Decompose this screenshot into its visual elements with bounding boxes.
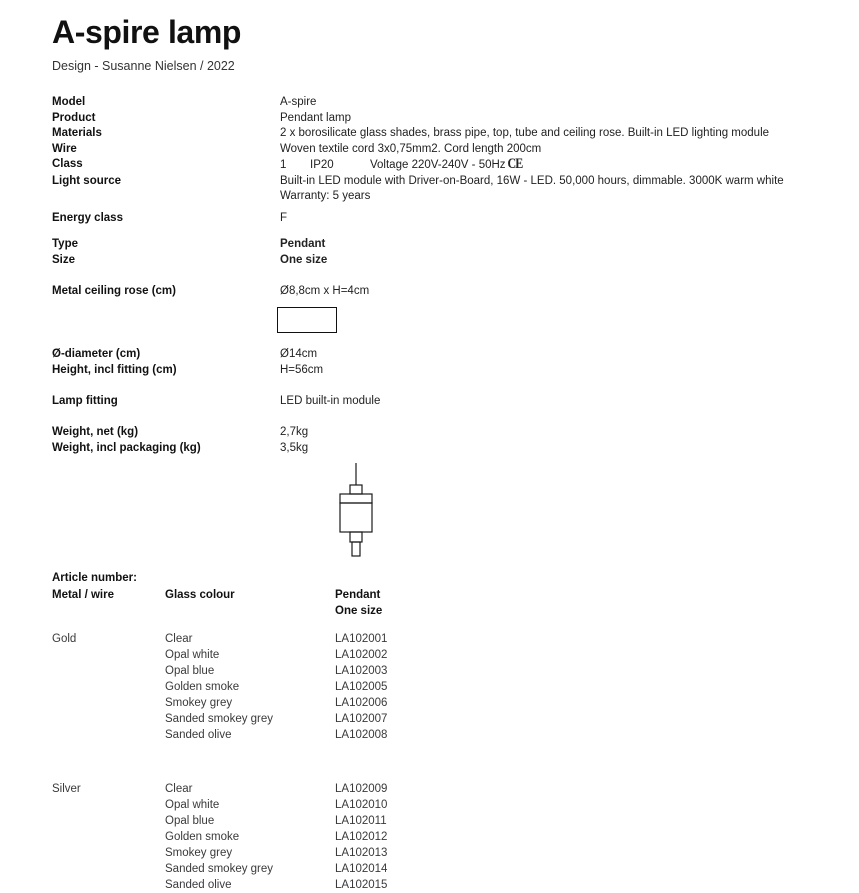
spec-label: Model xyxy=(52,96,86,108)
spec-row-weight-net xyxy=(52,425,842,441)
specs-type-size xyxy=(52,237,842,268)
specs-ceiling-rose xyxy=(52,284,842,300)
spec-value: 3,5kg xyxy=(280,441,309,454)
page-title: A-spire lamp xyxy=(52,14,242,50)
article-code: LA102002 xyxy=(335,648,388,661)
spec-value: Ø14cm xyxy=(280,348,318,360)
metal-name: Gold xyxy=(52,632,77,645)
table-row xyxy=(52,679,752,695)
column-header-glass: Glass colour xyxy=(165,588,235,601)
table-row xyxy=(52,631,752,647)
specs-lamp-fitting xyxy=(52,394,842,410)
spec-label: Type xyxy=(52,238,78,250)
spec-label: Materials xyxy=(52,127,102,139)
specs-primary xyxy=(52,95,842,226)
colour-swatch[interactable] xyxy=(277,307,337,333)
spec-row-materials xyxy=(52,126,842,142)
article-code: LA102006 xyxy=(335,696,388,709)
spacer xyxy=(52,743,752,781)
table-row xyxy=(52,663,752,679)
table-row xyxy=(52,727,752,743)
spec-row-type xyxy=(52,237,842,253)
spec-value: Pendant lamp xyxy=(280,111,351,124)
glass-colour: Opal white xyxy=(165,648,220,661)
spec-label: Lamp fitting xyxy=(52,395,118,407)
table-row xyxy=(52,695,752,711)
glass-colour: Sanded smokey grey xyxy=(165,712,274,725)
article-code: LA102007 xyxy=(335,712,388,725)
specs-dimensions xyxy=(52,347,842,378)
article-subheader-row xyxy=(52,603,752,619)
light-source-line1: Built-in LED module with Driver-on-Board, 16W - LED. 50,000 hours, dimmable. 3000K warm white xyxy=(280,174,784,187)
glass-colour: Golden smoke xyxy=(165,830,240,843)
spec-row-height xyxy=(52,363,842,379)
table-row xyxy=(52,845,752,861)
spec-label: Metal ceiling rose (cm) xyxy=(52,285,176,297)
spec-row-model xyxy=(52,95,842,111)
spec-value: LED built-in module xyxy=(280,395,381,407)
spec-value: Woven textile cord 3x0,75mm2. Cord length 200cm xyxy=(280,142,542,155)
ip-rating: IP20 xyxy=(310,159,334,171)
spec-row-diameter xyxy=(52,347,842,363)
spec-row-size xyxy=(52,253,842,269)
article-code: LA102010 xyxy=(335,798,388,811)
glass-colour: Sanded olive xyxy=(165,878,232,891)
table-row xyxy=(52,781,752,797)
table-row xyxy=(52,861,752,877)
glass-colour: Opal blue xyxy=(165,814,215,827)
spec-value: 2 x borosilicate glass shades, brass pipe, top, tube and ceiling rose. Built-in LED lighting module xyxy=(280,127,770,139)
spec-value: F xyxy=(280,211,288,224)
column-header-size: One size xyxy=(335,604,383,617)
spec-label: Class xyxy=(52,158,83,170)
spec-label: Weight, incl packaging (kg) xyxy=(52,441,201,454)
article-header-row xyxy=(52,587,752,603)
spec-label: Ø-diameter (cm) xyxy=(52,348,141,360)
spec-label: Size xyxy=(52,253,76,266)
spec-value: 2,7kg xyxy=(280,426,309,438)
spec-row-product xyxy=(52,111,842,127)
class-value: 1 xyxy=(280,159,287,171)
spec-row-wire xyxy=(52,142,842,158)
article-code: LA102012 xyxy=(335,830,388,843)
glass-colour: Smokey grey xyxy=(165,696,233,709)
designer-credit: Design - Susanne Nielsen / 2022 xyxy=(52,59,235,73)
spec-row-ceiling-rose xyxy=(52,284,842,300)
glass-colour: Clear xyxy=(165,632,193,645)
glass-colour: Opal blue xyxy=(165,664,215,677)
table-row xyxy=(52,711,752,727)
spec-value: One size xyxy=(280,253,328,266)
table-row xyxy=(52,877,752,893)
glass-colour: Opal white xyxy=(165,798,220,811)
spec-label: Weight, net (kg) xyxy=(52,426,139,438)
article-code: LA102003 xyxy=(335,664,388,677)
spec-row-class xyxy=(52,154,842,174)
voltage-value: Voltage 220V-240V - 50Hz xyxy=(370,159,506,171)
spec-label: Height, incl fitting (cm) xyxy=(52,363,177,376)
article-code: LA102015 xyxy=(335,878,388,891)
table-row xyxy=(52,813,752,829)
table-row xyxy=(52,647,752,663)
spec-value: A-spire xyxy=(280,96,317,108)
article-code: LA102014 xyxy=(335,862,388,875)
spec-label: Light source xyxy=(52,174,122,187)
spec-row-light-source xyxy=(52,174,842,205)
glass-colour: Golden smoke xyxy=(165,680,240,693)
article-code: LA102001 xyxy=(335,632,388,645)
spec-value: Ø8,8cm x H=4cm xyxy=(280,285,370,297)
article-heading: Article number: xyxy=(52,572,137,584)
light-source-warranty: Warranty: 5 years xyxy=(280,190,371,202)
column-header-metal: Metal / wire xyxy=(52,588,114,601)
spec-value: Pendant xyxy=(280,238,326,250)
metal-name: Silver xyxy=(52,782,81,795)
specs-weights xyxy=(52,425,842,456)
column-header-pendant: Pendant xyxy=(335,588,381,601)
article-code: LA102008 xyxy=(335,728,388,741)
glass-colour: Sanded smokey grey xyxy=(165,862,274,875)
article-code: LA102013 xyxy=(335,846,388,859)
spec-label: Product xyxy=(52,111,96,124)
article-number-table xyxy=(52,571,752,893)
spec-row-weight-packaging xyxy=(52,441,842,457)
spec-label: Wire xyxy=(52,142,77,155)
table-row xyxy=(52,797,752,813)
spacer xyxy=(52,619,752,631)
table-row xyxy=(52,829,752,845)
ce-mark-icon: CE xyxy=(507,154,523,172)
article-code: LA102005 xyxy=(335,680,388,693)
glass-colour: Sanded olive xyxy=(165,728,232,741)
lamp-drawing xyxy=(333,463,389,565)
spec-label: Energy class xyxy=(52,211,123,224)
spec-row-energy-class xyxy=(52,211,842,227)
spec-row-lamp-fitting xyxy=(52,394,842,410)
article-code: LA102009 xyxy=(335,782,388,795)
article-code: LA102011 xyxy=(335,814,387,827)
glass-colour: Clear xyxy=(165,782,193,795)
spec-value: H=56cm xyxy=(280,363,324,376)
glass-colour: Smokey grey xyxy=(165,846,233,859)
